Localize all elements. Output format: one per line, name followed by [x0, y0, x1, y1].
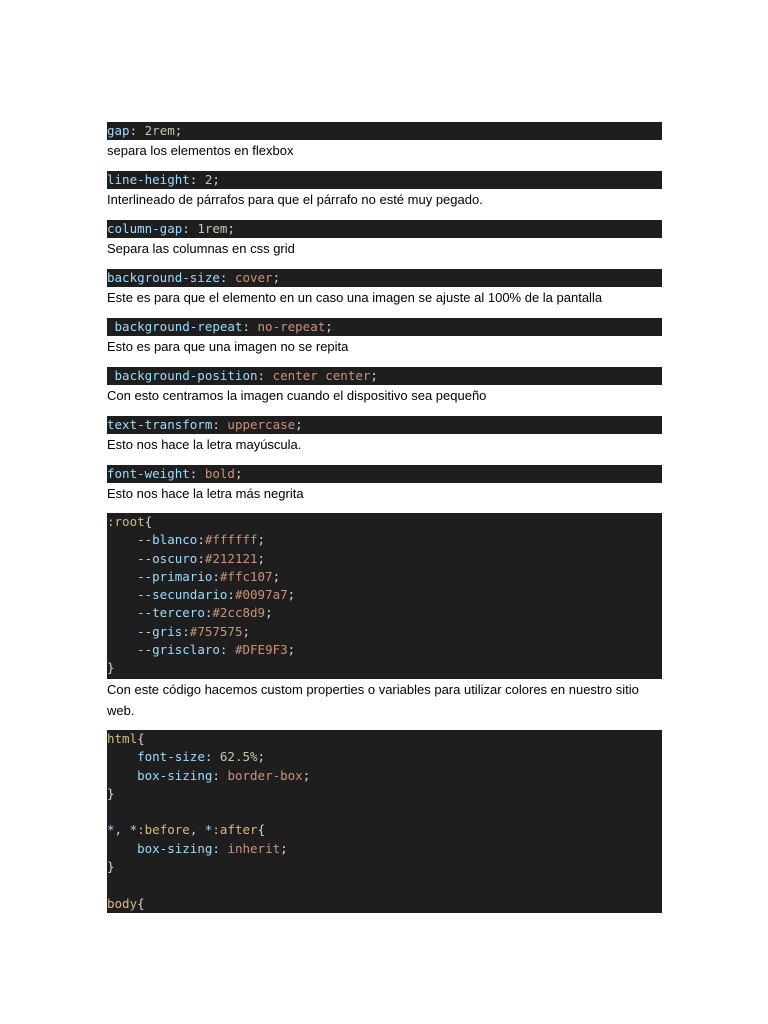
- code-line: }: [107, 859, 115, 875]
- css-variable-value: #ffc107: [219, 568, 273, 584]
- code-snippet-gap: [107, 122, 662, 140]
- code-line: [107, 876, 662, 894]
- description-background-size: Este es para que el elemento en un caso una imagen se ajuste al 100% de la pantalla: [107, 290, 603, 305]
- colon: :: [257, 368, 273, 383]
- css-variable-value: #2cc8d9: [212, 605, 266, 621]
- code-block-root-variables: [107, 513, 662, 679]
- css-value: center center: [272, 368, 371, 383]
- css-selector: *: [107, 822, 115, 838]
- code-line: [107, 659, 662, 677]
- code-line: font-size: 62.5%;: [137, 749, 266, 765]
- description-root-variables: Con este código hacemos custom properties o variables para utilizar colores en nuestro sitio web.: [107, 682, 639, 718]
- semicolon: ;: [212, 172, 220, 187]
- css-property: background-size: [107, 270, 220, 285]
- code-line: }: [107, 785, 115, 801]
- css-variable-name: --primario: [137, 568, 213, 584]
- css-property: line-height: [107, 172, 190, 187]
- code-line: box-sizing: border-box;: [137, 767, 311, 783]
- css-variable-value: #757575: [189, 623, 243, 639]
- css-selector: body: [107, 895, 138, 911]
- code-line: --oscuro:#212121;: [137, 550, 266, 566]
- css-variable-value: #DFE9F3: [227, 642, 288, 658]
- css-property: box-sizing: [137, 767, 213, 783]
- description-gap: separa los elementos en flexbox: [107, 143, 294, 158]
- css-selector: *: [204, 822, 213, 838]
- colon: :: [129, 123, 145, 138]
- code-line: [107, 803, 662, 821]
- code-line: box-sizing: inherit;: [137, 840, 288, 856]
- semicolon: ;: [272, 270, 281, 285]
- css-property: background-repeat: [107, 319, 243, 334]
- code-line: --secundario:#0097a7;: [137, 587, 296, 603]
- css-value: cover: [234, 270, 273, 285]
- css-variable-name: --blanco: [137, 532, 198, 548]
- semicolon: ;: [370, 368, 378, 383]
- css-variable-name: --grisclaro: [137, 642, 220, 658]
- code-snippet-background-repeat: [107, 318, 662, 336]
- description-font-weight: Esto nos hace la letra más negrita: [107, 486, 304, 501]
- code-line: html{: [107, 731, 145, 746]
- description-line-height: Interlineado de párrafos para que el párrafo no esté muy pegado.: [107, 192, 483, 207]
- css-variable-value: #0097a7: [234, 587, 288, 603]
- colon: :: [219, 270, 235, 285]
- code-line: --primario:#ffc107;: [137, 568, 281, 584]
- colon: :: [212, 417, 228, 432]
- open-brace: {: [144, 514, 153, 529]
- css-property: column-gap: [107, 221, 183, 236]
- css-property: background-position: [107, 368, 258, 383]
- css-pseudo-selector: :after: [212, 822, 258, 838]
- css-selector: :root: [107, 514, 145, 529]
- document-content: [107, 122, 662, 913]
- css-value: 2: [204, 172, 213, 187]
- code-line: [107, 513, 662, 531]
- css-pseudo-selector: :before: [137, 822, 190, 838]
- semicolon: ;: [325, 319, 333, 334]
- semicolon: ;: [227, 221, 235, 236]
- code-line: *, *:before, *:after{: [107, 822, 266, 838]
- css-value: bold: [204, 466, 235, 481]
- description-text-transform: Esto nos hace la letra mayúscula.: [107, 437, 302, 452]
- css-variable-value: #ffffff: [204, 532, 258, 548]
- code-snippet-line-height: [107, 171, 662, 189]
- code-snippet-column-gap: [107, 220, 662, 238]
- css-variable-name: --tercero: [137, 605, 205, 621]
- css-variable-name: --oscuro: [137, 550, 198, 566]
- css-selector: html: [107, 731, 138, 746]
- css-property: font-size: [137, 749, 205, 765]
- code-snippet-font-weight: [107, 465, 662, 483]
- code-block-html-reset: [107, 730, 662, 913]
- css-value: inherit: [227, 840, 281, 856]
- semicolon: ;: [295, 417, 303, 432]
- css-value: uppercase: [227, 417, 296, 432]
- code-line: --gris:#757575;: [137, 623, 251, 639]
- css-variable-name: --gris: [137, 623, 183, 639]
- css-property: gap: [107, 123, 130, 138]
- description-column-gap: Separa las columnas en css grid: [107, 241, 295, 256]
- css-value: 1rem: [197, 221, 228, 236]
- code-line: --blanco:#ffffff;: [137, 532, 266, 548]
- colon: :: [182, 221, 198, 236]
- code-snippet-text-transform: [107, 416, 662, 434]
- css-value: 2rem: [144, 123, 175, 138]
- css-property: font-weight: [107, 466, 190, 481]
- close-brace: }: [107, 660, 115, 676]
- semicolon: ;: [234, 466, 243, 481]
- css-selector: *: [129, 822, 138, 838]
- description-background-repeat: Esto es para que una imagen no se repita: [107, 339, 349, 354]
- colon: :: [189, 172, 205, 187]
- css-value: border-box: [227, 767, 303, 783]
- code-line: body{: [107, 895, 145, 911]
- code-line: --tercero:#2cc8d9;: [137, 605, 273, 621]
- code-snippet-background-position: [107, 367, 662, 385]
- description-background-position: Con esto centramos la imagen cuando el dispositivo sea pequeño: [107, 388, 487, 403]
- colon: :: [189, 466, 205, 481]
- css-property: text-transform: [107, 417, 213, 432]
- css-variable-name: --secundario: [137, 587, 228, 603]
- colon: :: [242, 319, 258, 334]
- css-variable-value: #212121: [204, 550, 258, 566]
- css-property: box-sizing: [137, 840, 213, 856]
- css-value: 62.5%: [219, 749, 258, 765]
- code-snippet-background-size: [107, 269, 662, 287]
- css-value: no-repeat: [257, 319, 326, 334]
- code-line: --grisclaro: #DFE9F3;: [137, 642, 296, 658]
- semicolon: ;: [174, 123, 183, 138]
